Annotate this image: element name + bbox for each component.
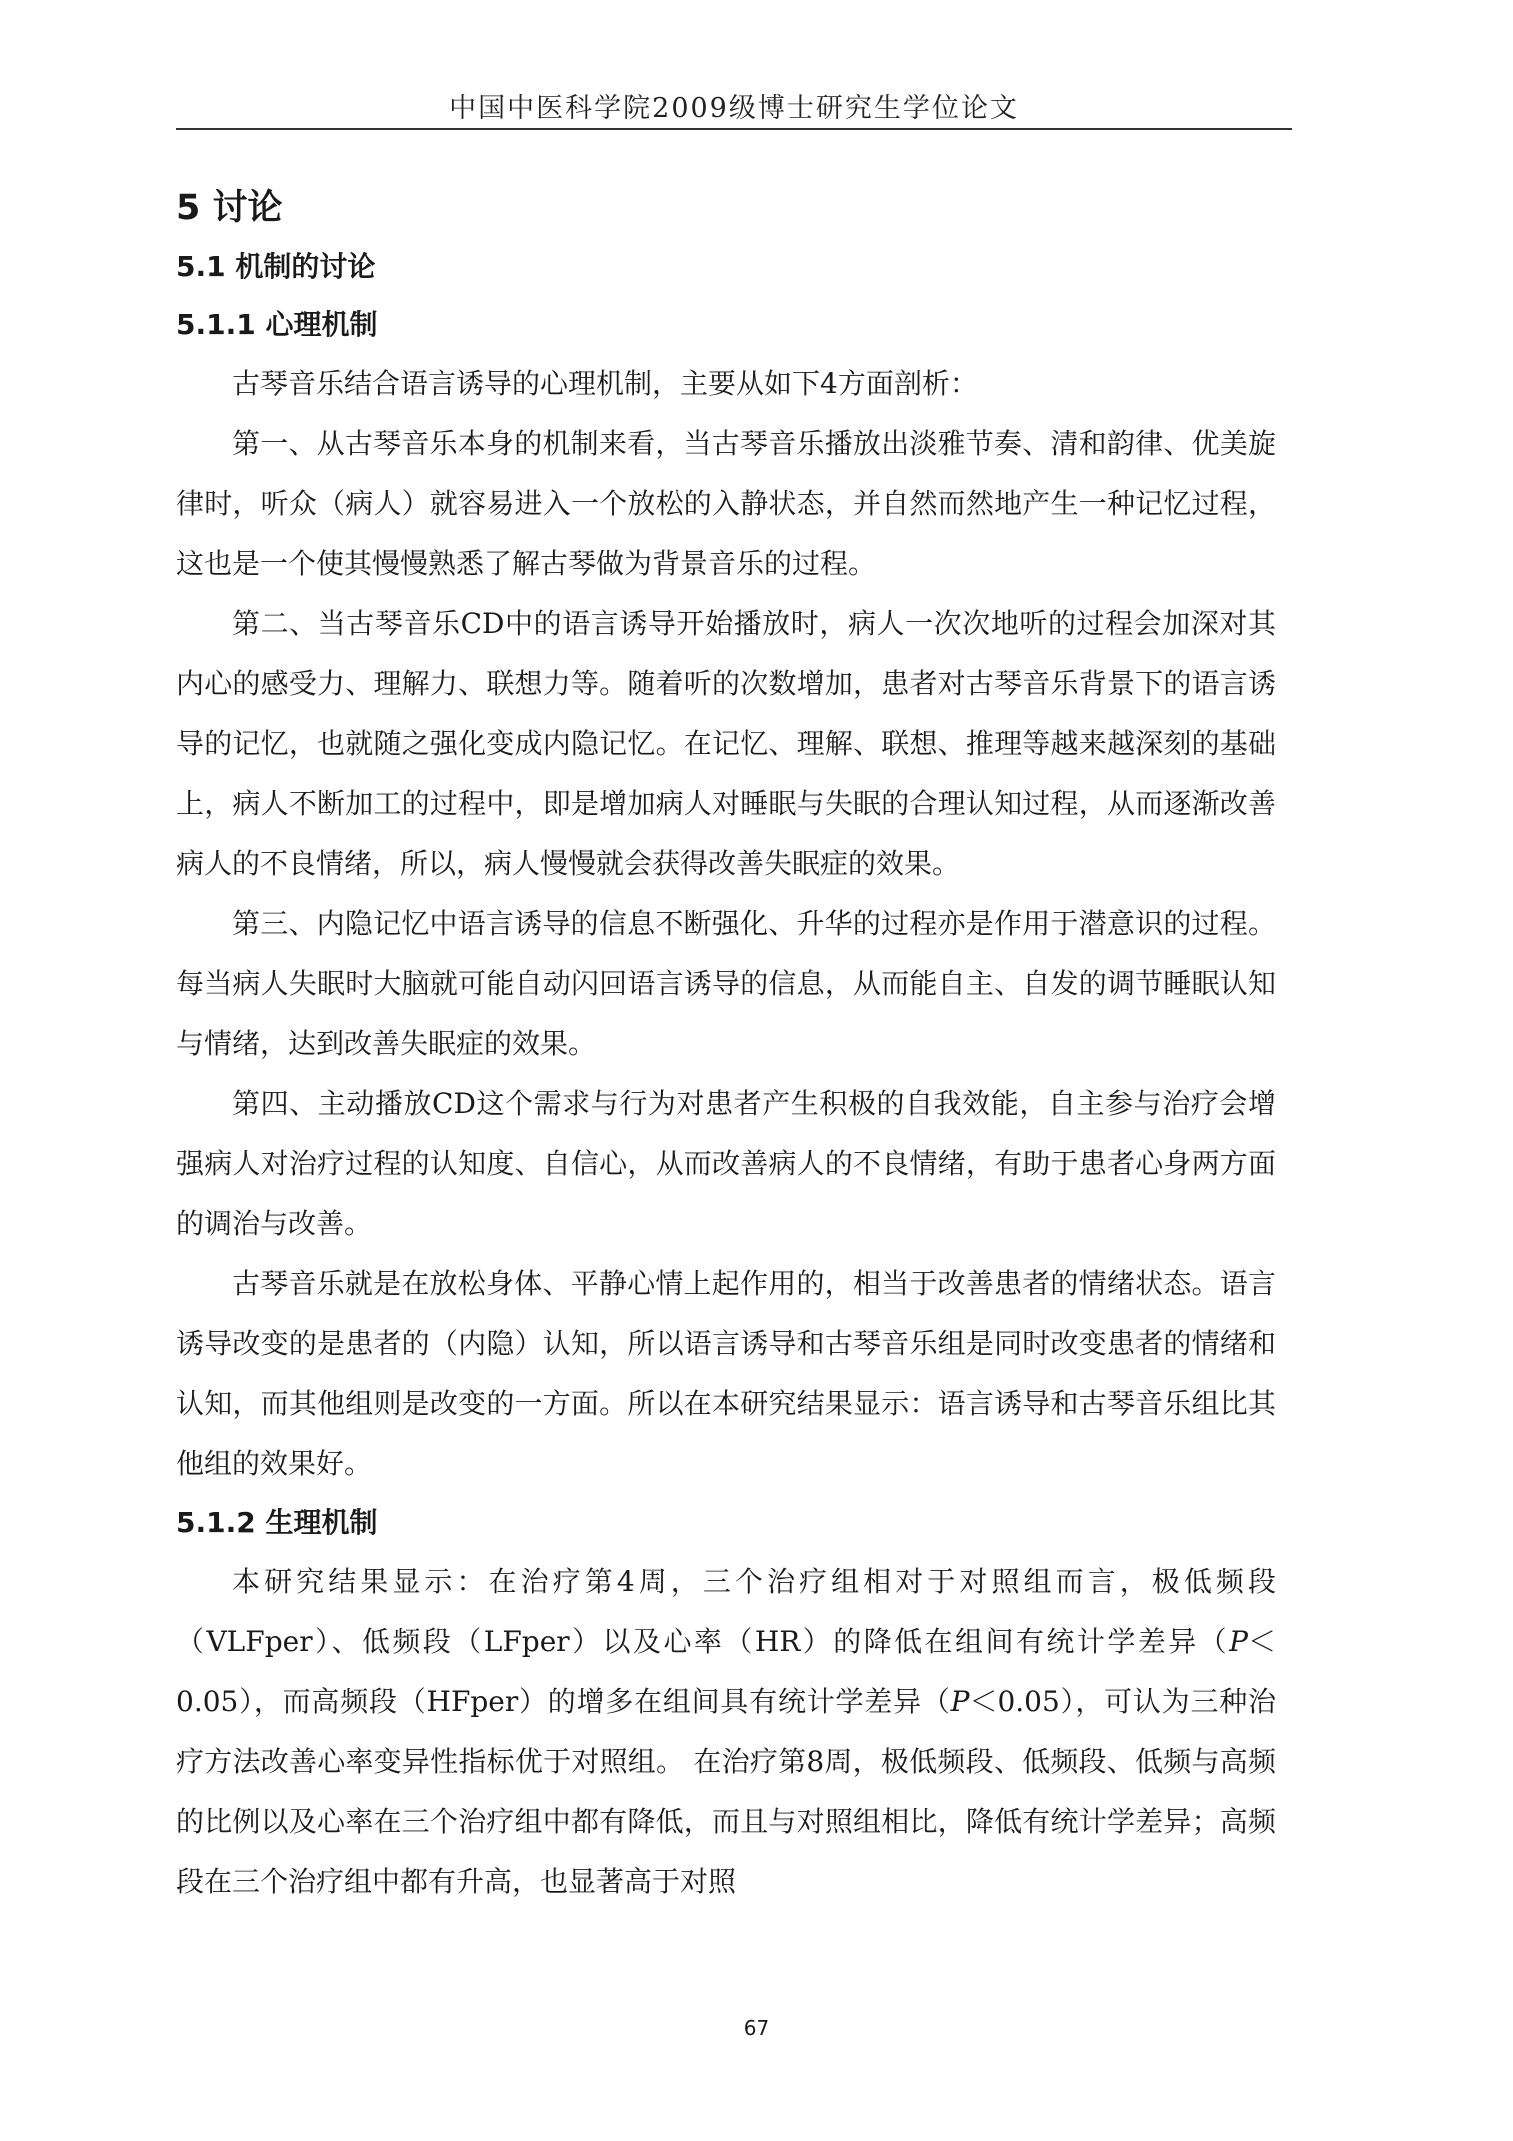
page-number: 67 (743, 2016, 770, 2040)
paragraph: 第三、内隐记忆中语言诱导的信息不断强化、升华的过程亦是作用于潜意识的过程。每当病人失眠时大脑就可能自动闪回语言诱导的信息，从而能自主、自发的调节睡眠认知与情绪，达到改善失眠症的效果。 (176, 907, 1276, 1060)
paragraph: 第二、当古琴音乐CD中的语言诱导开始播放时，病人一次次地听的过程会加深对其内心的感受力、理解力、联想力等。随着听的次数增加，患者对古琴音乐背景下的语言诱导的记忆，也就随之强化变成内隐记忆。在记忆、理解、联想、推理等越来越深刻的基础上，病人不断加工的过程中，即是增加病人对睡眠与失眠的合理认知过程，从而逐渐改善病人的不良情绪，所以，病人慢慢就会获得改善失眠症的效果。 (176, 607, 1276, 880)
p-value-symbol: P (950, 1685, 970, 1718)
header-rule (176, 128, 1292, 130)
paragraph: 古琴音乐就是在放松身体、平静心情上起作用的，相当于改善患者的情绪状态。语言诱导改变的是患者的（内隐）认知，所以语言诱导和古琴音乐组是同时改变患者的情绪和认知，而其他组则是改变的一方面。所以在本研究结果显示：语言诱导和古琴音乐组比其他组的效果好。 (176, 1267, 1276, 1480)
subsection-heading-physiological: 5.1.2 生理机制 (176, 1506, 378, 1539)
body-content (176, 178, 1276, 1912)
running-header: 中国中医科学院2009级博士研究生学位论文 (449, 93, 1019, 124)
subsection-heading-psychological: 5.1.1 心理机制 (176, 308, 378, 341)
paragraph: 第一、从古琴音乐本身的机制来看，当古琴音乐播放出淡雅节奏、清和韵律、优美旋律时，听众（病人）就容易进入一个放松的入静状态，并自然而然地产生一种记忆过程，这也是一个使其慢慢熟悉了解古琴做为背景音乐的过程。 (176, 427, 1276, 580)
text-run: ＜0.05），而高频段（HFper）的增多在组间具有统计学差异（ (176, 1625, 1276, 1718)
text-run: ＜0.05），可认为三种治疗方法改善心率变异性指标优于对照组。 在治疗第8周，极低频段、低频段、低频与高频的比例以及心率在三个治疗组中都有降低，而且与对照组相比，降低有统计学差异；高频段在三个治疗组中都有升高，也显著高于对照 (176, 1685, 1276, 1898)
chapter-heading: 5 讨论 (176, 188, 283, 228)
section-heading: 5.1 机制的讨论 (176, 250, 376, 283)
paragraph (176, 1552, 1276, 1912)
text-run: 本研究结果显示：在治疗第4周，三个治疗组相对于对照组而言，极低频段（VLFper）、低频段（LFper）以及心率（HR）的降低在组间有统计学差异（ (176, 1565, 1276, 1658)
p-value-symbol: P (1229, 1625, 1248, 1658)
paragraph: 第四、主动播放CD这个需求与行为对患者产生积极的自我效能，自主参与治疗会增强病人对治疗过程的认知度、自信心，从而改善病人的不良情绪，有助于患者心身两方面的调治与改善。 (176, 1087, 1276, 1240)
paragraph: 古琴音乐结合语言诱导的心理机制，主要从如下4方面剖析： (232, 367, 978, 400)
